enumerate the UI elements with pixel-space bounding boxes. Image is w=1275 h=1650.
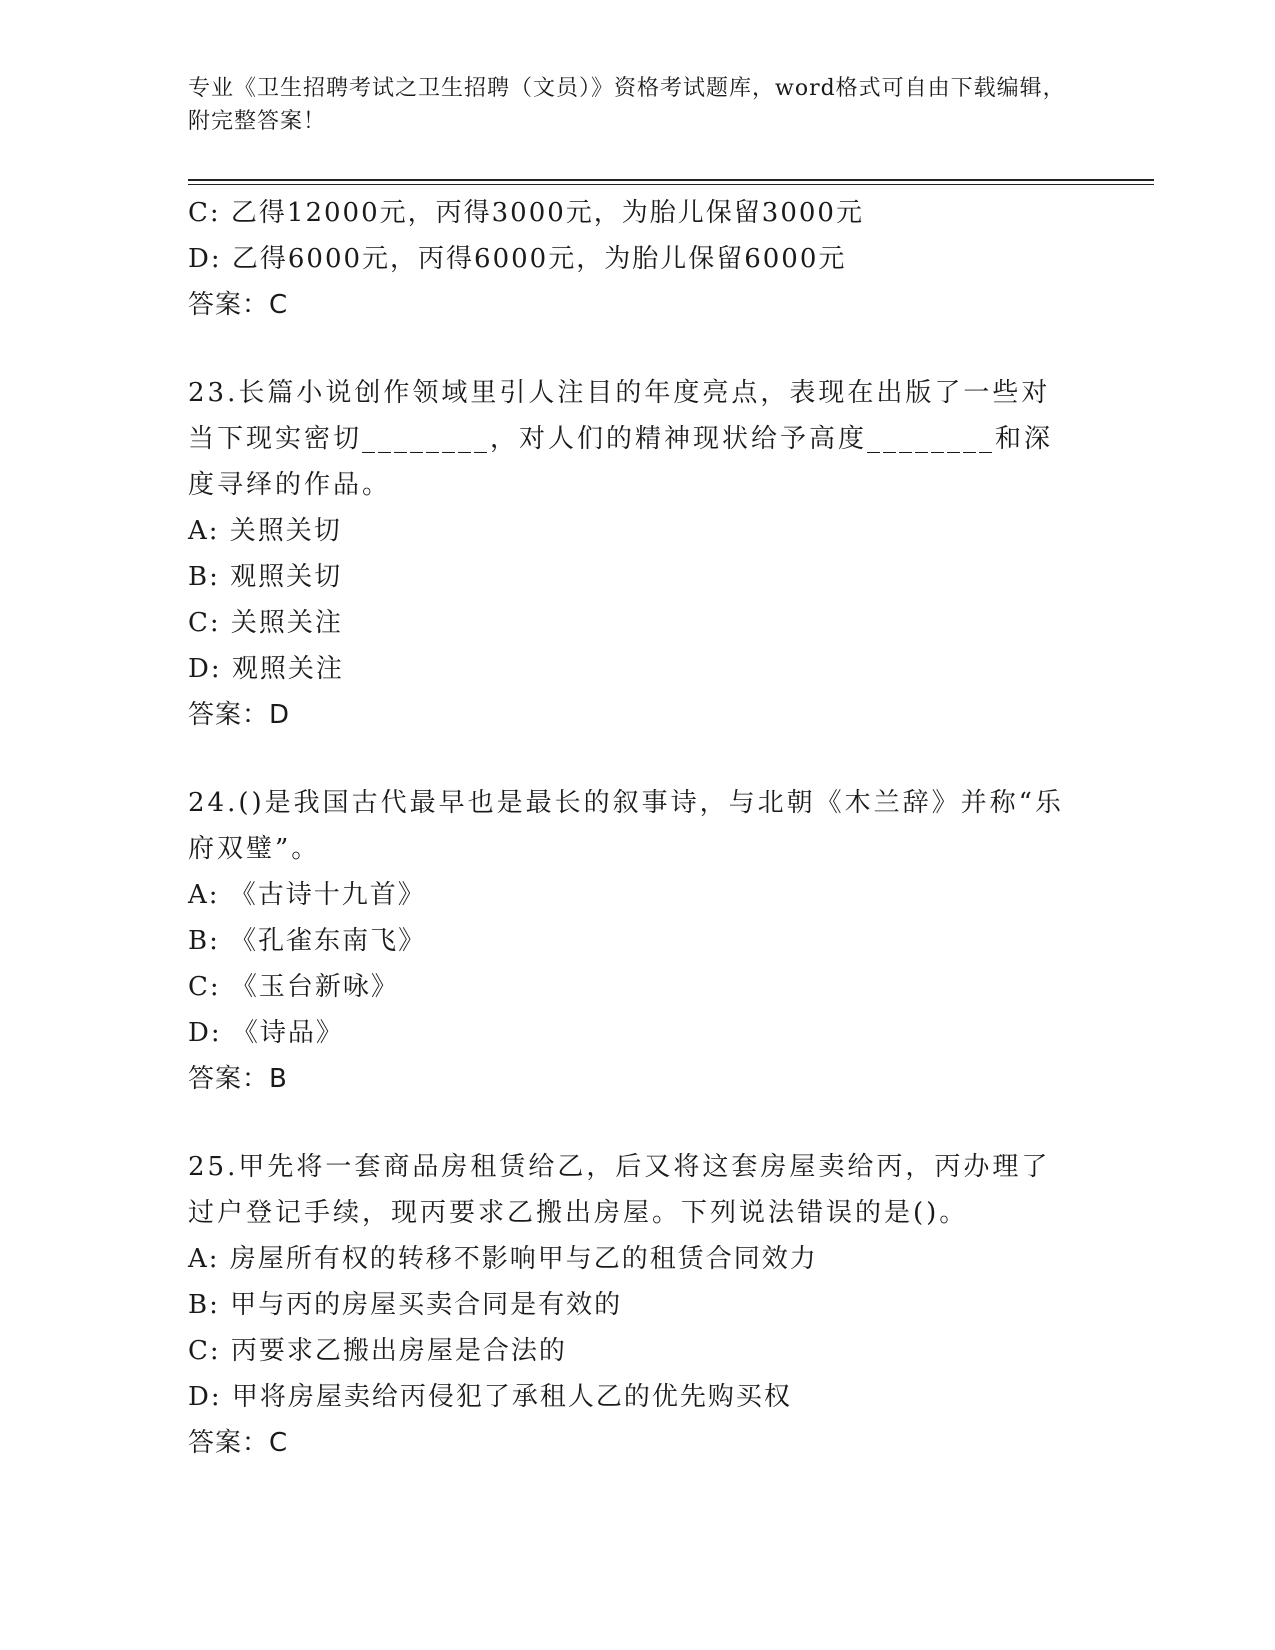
option-c: C: 关照关注: [188, 608, 343, 638]
header-divider: [188, 179, 1154, 181]
question-stem: 25.甲先将一套商品房租赁给乙，后又将这套房屋卖给丙，丙办理了过户登记手续，现丙要求乙搬出房屋。下列说法错误的是()。: [188, 1152, 1051, 1228]
option-b: B: 《孔雀东南飞》: [188, 926, 427, 956]
option-d: D: 甲将房屋卖给丙侵犯了承租人乙的优先购买权: [188, 1382, 792, 1412]
option-d: D: 乙得6000元，丙得6000元，为胎儿保留6000元: [188, 244, 847, 274]
option-a: A: 关照关切: [188, 516, 342, 546]
question-stem: 23.长篇小说创作领域里引人注目的年度亮点，表现在出版了一些对当下现实密切________，对人们的精神现状给予高度________和深度寻绎的作品。: [188, 378, 1054, 500]
page-header: 专业《卫生招聘考试之卫生招聘（文员）》资格考试题库，word格式可自由下载编辑，附完整答案！: [188, 76, 1066, 134]
option-c: C: 乙得12000元，丙得3000元，为胎儿保留3000元: [188, 198, 864, 228]
question-24: [188, 780, 1088, 1102]
question-stem: 24.()是我国古代最早也是最长的叙事诗，与北朝《木兰辞》并称“乐府双璧”。: [188, 788, 1064, 864]
answer-label: 答案：C: [188, 290, 289, 320]
option-c: C: 《玉台新咏》: [188, 972, 399, 1002]
spacer: [188, 328, 1088, 370]
question-25: [188, 1144, 1088, 1466]
option-c: C: 丙要求乙搬出房屋是合法的: [188, 1336, 567, 1366]
option-d: D: 观照关注: [188, 654, 344, 684]
header-divider-thin: [188, 184, 1154, 185]
option-a: A: 《古诗十九首》: [188, 880, 426, 910]
spacer: [188, 1102, 1088, 1144]
option-b: B: 观照关切: [188, 562, 343, 592]
option-a: A: 房屋所有权的转移不影响甲与乙的租赁合同效力: [188, 1244, 818, 1274]
question-22-continued: [188, 190, 1088, 328]
spacer: [188, 738, 1088, 780]
question-list: [188, 190, 1088, 1466]
answer-label: 答案：D: [188, 700, 291, 730]
answer-label: 答案：B: [188, 1064, 288, 1094]
answer-label: 答案：C: [188, 1428, 289, 1458]
option-b: B: 甲与丙的房屋买卖合同是有效的: [188, 1290, 623, 1320]
question-23: [188, 370, 1088, 738]
option-d: D: 《诗品》: [188, 1018, 344, 1048]
